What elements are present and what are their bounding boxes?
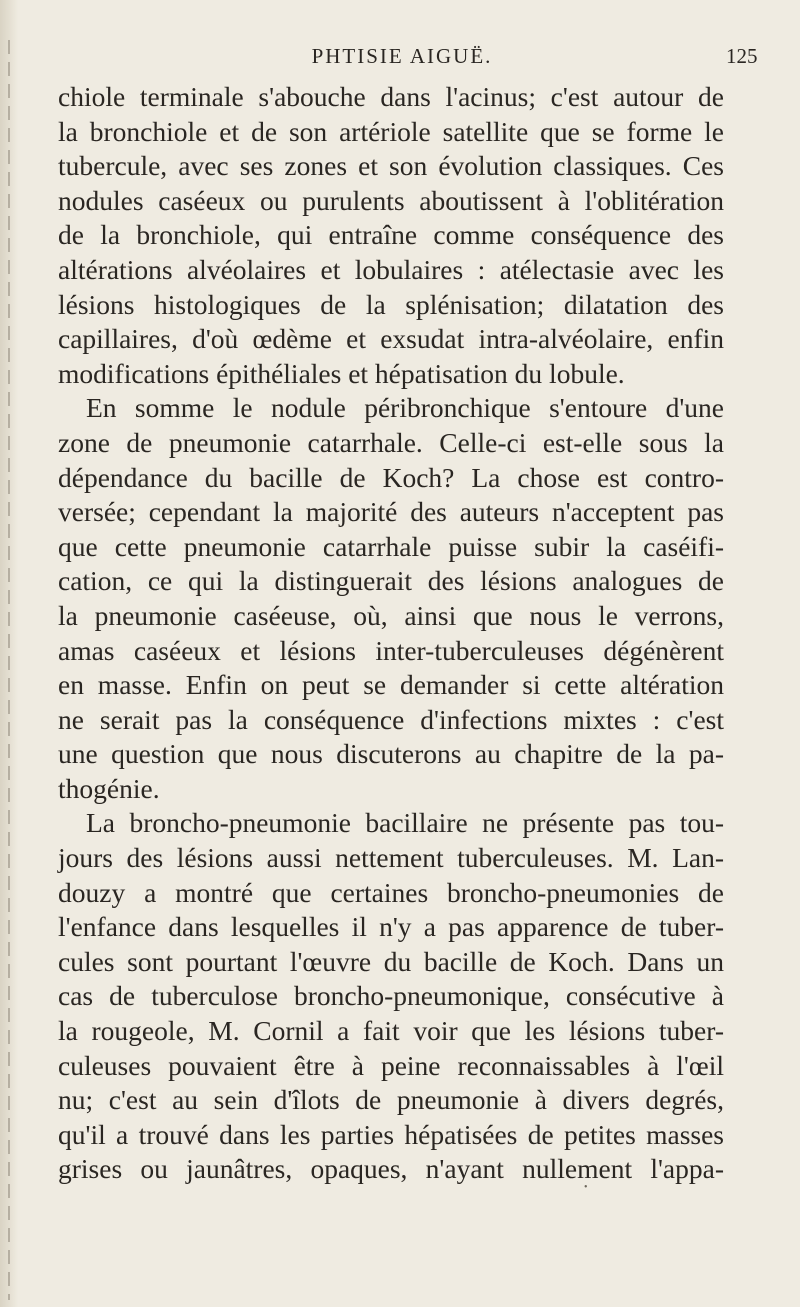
text-line: En somme le nodule péribronchique s'entoure d'une — [86, 392, 724, 424]
text-line: en masse. Enfin on peut se demander si cette altération — [58, 669, 724, 701]
text-line: nodules caséeux ou purulents aboutissent à l'oblitération — [58, 184, 724, 216]
running-title: PHTISIE AIGUË. — [311, 44, 493, 68]
text-line: cation, ce qui la distinguerait des lésions analogues de — [58, 565, 724, 597]
binding-shadow-line — [8, 40, 10, 1300]
page-number: 125 — [726, 44, 758, 68]
text-line: modifications épithéliales et hépatisation du lobule. — [58, 357, 625, 389]
text-line: cas de tuberculose broncho-pneumonique, consécutive à — [58, 980, 724, 1012]
text-line: culeuses pouvaient être à peine reconnaissables à l'œil — [58, 1049, 724, 1081]
text-line: versée; cependant la majorité des auteurs n'acceptent pas — [58, 496, 724, 528]
text-line: qu'il a trouvé dans les parties hépatisées de petites masses — [58, 1118, 724, 1150]
text-line: la rougeole, M. Cornil a fait voir que les lésions tuber- — [58, 1015, 724, 1047]
text-line: chiole terminale s'abouche dans l'acinus; c'est autour de — [58, 81, 724, 112]
text-line: thogénie. — [58, 772, 160, 804]
text-line: une question que nous discuterons au chapitre de la pa- — [58, 738, 724, 770]
text-line: jours des lésions aussi nettement tuberculeuses. M. Lan- — [58, 842, 724, 874]
text-line: capillaires, d'où œdème et exsudat intra-alvéolaire, enfin — [58, 323, 724, 355]
text-line: de la bronchiole, qui entraîne comme conséquence des — [58, 219, 724, 251]
text-line: zone de pneumonie catarrhale. Celle-ci est-elle sous la — [58, 426, 724, 458]
text-line: l'enfance dans lesquelles il n'y a pas apparence de tuber- — [58, 911, 724, 943]
text-line: ne serait pas la conséquence d'infections mixtes : c'est — [58, 703, 724, 735]
ink-speck: • — [584, 1182, 588, 1193]
text-line: que cette pneumonie catarrhale puisse subir la caséifi- — [58, 530, 724, 562]
text-line: la bronchiole et de son artériole satellite que se forme le — [58, 115, 724, 147]
text-line: amas caséeux et lésions inter-tuberculeuses dégénèrent — [58, 634, 724, 666]
running-head — [0, 44, 800, 74]
text-line: La broncho-pneumonie bacillaire ne présente pas tou- — [86, 807, 724, 839]
text-line: cules sont pourtant l'œuvre du bacille de Koch. Dans un — [58, 945, 724, 977]
body-text — [58, 80, 724, 1187]
text-line: la pneumonie caséeuse, où, ainsi que nous le verrons, — [58, 599, 724, 631]
text-line: dépendance du bacille de Koch? La chose est contro- — [58, 461, 724, 493]
text-line: altérations alvéolaires et lobulaires : atélectasie avec les — [58, 253, 724, 285]
text-line: nu; c'est au sein d'îlots de pneumonie à divers degrés, — [58, 1084, 724, 1116]
text-line: grises ou jaunâtres, opaques, n'ayant nullement l'appa- — [58, 1153, 724, 1185]
text-line: douzy a montré que certaines broncho-pneumonies de — [58, 876, 724, 908]
text-line: lésions histologiques de la splénisation; dilatation des — [58, 288, 724, 320]
text-line: tubercule, avec ses zones et son évolution classiques. Ces — [58, 150, 724, 182]
